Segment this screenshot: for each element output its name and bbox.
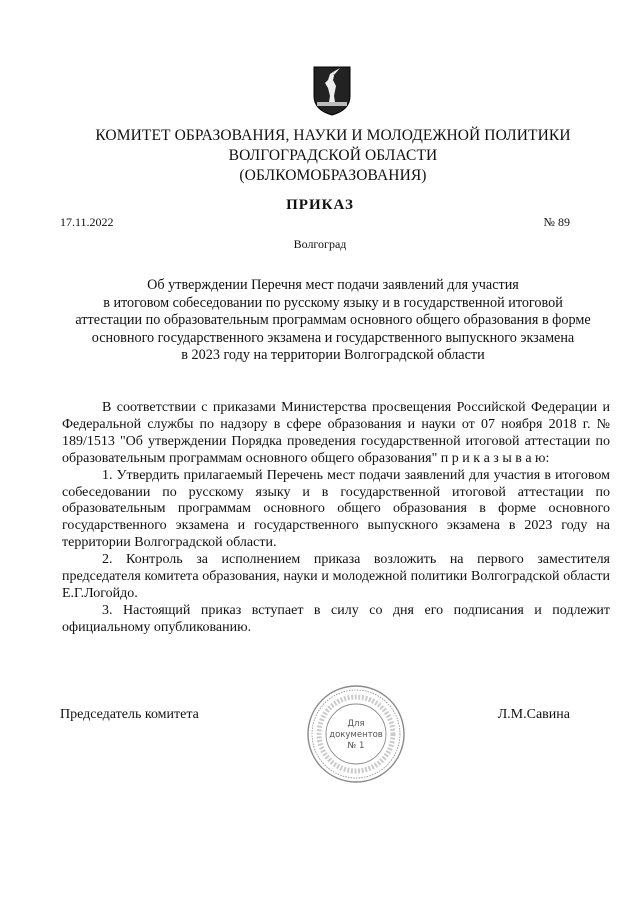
document-title: ПРИКАЗ <box>286 197 354 213</box>
subject-line: аттестации по образовательным программам основного общего образования в форме <box>75 312 591 328</box>
official-stamp <box>306 684 406 784</box>
subject-line: Об утверждении Перечня мест подачи заявлений для участия <box>147 277 519 293</box>
signatory-position: Председатель комитета <box>60 707 199 722</box>
document-body <box>62 400 610 637</box>
subject-line: основного государственного экзамена и государственного выпускного экзамена <box>91 329 575 346</box>
volgograd-emblem-icon <box>313 66 351 116</box>
body-paragraph-2: 2. Контроль за исполнением приказа возложить на первого заместителя председателя комитета образования, науки и молодежной политики Волгоградской области Е.Г.Логойдо. <box>62 552 610 601</box>
organization-header <box>60 126 606 186</box>
organization-line-1: КОМИТЕТ ОБРАЗОВАНИЯ, НАУКИ И МОЛОДЕЖНОЙ ПОЛИТИКИ <box>95 127 571 144</box>
organization-line-3: (ОБЛКОМОБРАЗОВАНИЯ) <box>239 167 427 184</box>
subject-line: в 2023 году на территории Волгоградской области <box>181 347 485 363</box>
stamp-text-line-2: документов <box>329 730 383 740</box>
signatory-name: Л.М.Савина <box>497 707 570 722</box>
stamp-text-line-3: № 1 <box>347 741 365 751</box>
body-paragraph-1: 1. Утвердить прилагаемый Перечень мест подачи заявлений для участия в итоговом собеседовании по русскому языку и в государственной итоговой аттестации по образовательным программам основного общего образования в форме основного государственного экзамена и государственного выпускного экзамена в 2023 году на территории Волгоградской области. <box>62 467 610 551</box>
organization-line-2: ВОЛГОГРАДСКОЙ ОБЛАСТИ <box>228 147 438 164</box>
document-date: 17.11.2022 <box>60 215 114 229</box>
body-paragraph-3: 3. Настоящий приказ вступает в силу со дня его подписания и подлежит официальному опубликованию. <box>62 602 610 635</box>
subject-line: в итоговом собеседовании по русскому языку и в государственной итоговой <box>103 294 563 311</box>
stamp-text-line-1: Для <box>347 719 365 729</box>
body-paragraph-preamble: В соответствии с приказами Министерства просвещения Российской Федерации и Федеральной службы по надзору в сфере образования и науки от 07 ноября 2018 г. № 189/1513 "Об утверждении Порядка проведения государственной итоговой аттестации по образовательным программам основного общего образования" п р и к а з ы в а ю: <box>62 400 610 466</box>
document-subject <box>60 277 606 365</box>
document-city: Волгоград <box>293 237 347 251</box>
document-number: № 89 <box>543 215 570 229</box>
